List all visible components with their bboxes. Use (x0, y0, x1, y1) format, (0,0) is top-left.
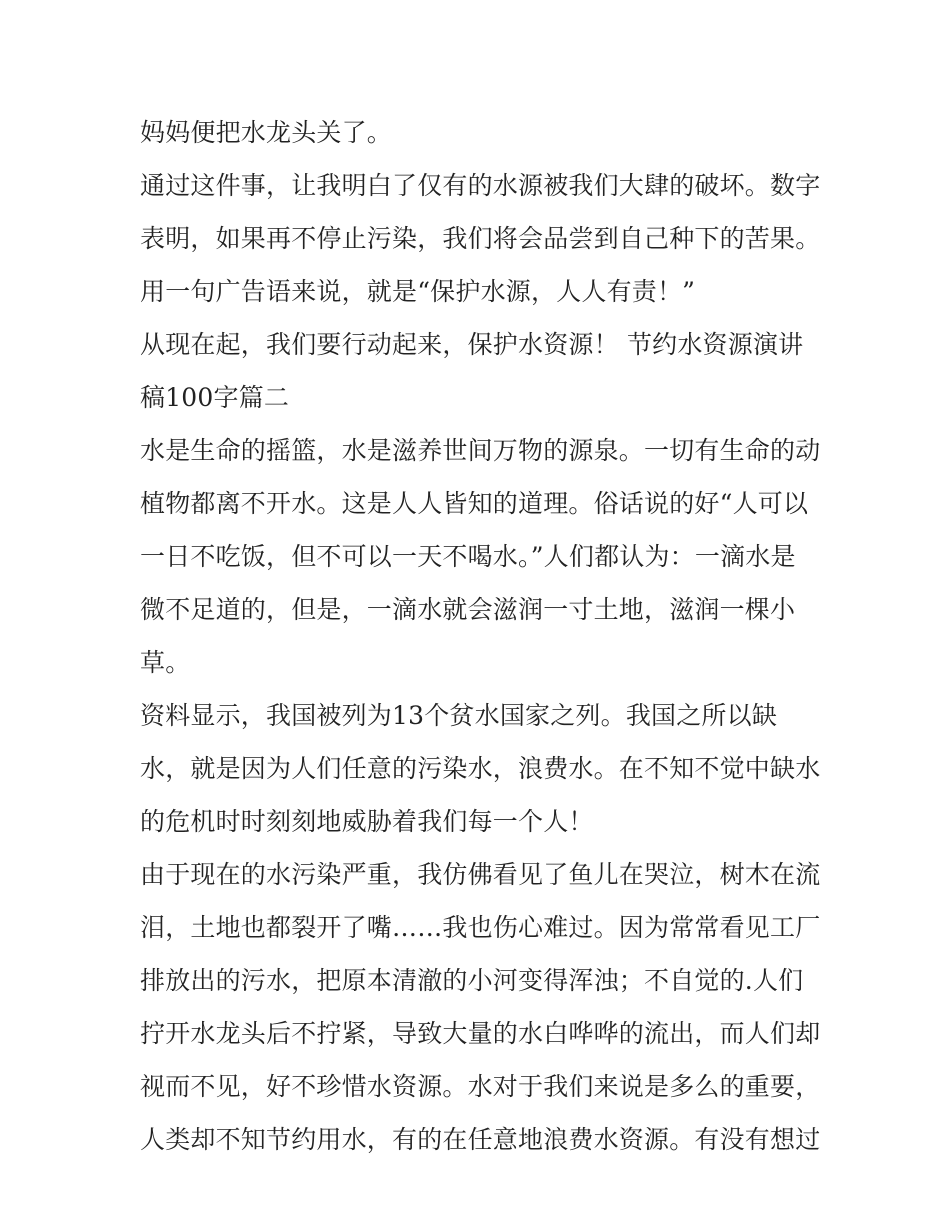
text-line: 一日不吃饭，但不可以一天不喝水。”人们都认为：一滴水是 (140, 542, 796, 571)
text-line: 资料显示，我国被列为13个贫水国家之列。我国之所以缺 (140, 701, 778, 730)
text-line: 由于现在的水污染严重，我仿佛看见了鱼儿在哭泣，树木在流 (140, 860, 821, 889)
text-line: 的危机时时刻刻地威胁着我们每一个人！ (140, 807, 594, 836)
text-line: 水是生命的摇篮，水是滋养世间万物的源泉。一切有生命的动 (140, 436, 821, 465)
text-line: 排放出的污水，把原本清澈的小河变得浑浊；不自觉的.人们 (140, 966, 804, 995)
text-line: 表明，如果再不停止污染，我们将会品尝到自己种下的苦果。 (140, 224, 821, 253)
text-line: 微不足道的，但是，一滴水就会滋润一寸土地，滋润一棵小 (140, 595, 796, 624)
text-line: 水，就是因为人们任意的污染水，浪费水。在不知不觉中缺水 (140, 754, 821, 783)
text-line: 视而不见，好不珍惜水资源。水对于我们来说是多么的重要， (140, 1072, 821, 1101)
text-line: 草。 (140, 648, 191, 677)
text-line: 妈妈便把水龙头关了。 (140, 118, 393, 147)
text-line: 从现在起，我们要行动起来，保护水资源！ 节约水资源演讲 (140, 330, 804, 359)
text-line: 植物都离不开水。这是人人皆知的道理。俗话说的好“人可以 (140, 489, 809, 518)
text-line: 人类却不知节约用水，有的在任意地浪费水资源。有没有想过 (140, 1125, 821, 1154)
text-line: 用一句广告语来说，就是“保护水源，人人有责！” (140, 277, 696, 306)
section-heading-line: 稿100字篇二 (140, 383, 290, 412)
text-line: 通过这件事，让我明白了仅有的水源被我们大肆的破坏。数字 (140, 171, 821, 200)
document-body (140, 106, 830, 1166)
text-line: 拧开水龙头后不拧紧，导致大量的水白哗哗的流出，而人们却 (140, 1019, 821, 1048)
text-line: 泪，土地也都裂开了嘴……我也伤心难过。因为常常看见工厂 (140, 913, 821, 942)
